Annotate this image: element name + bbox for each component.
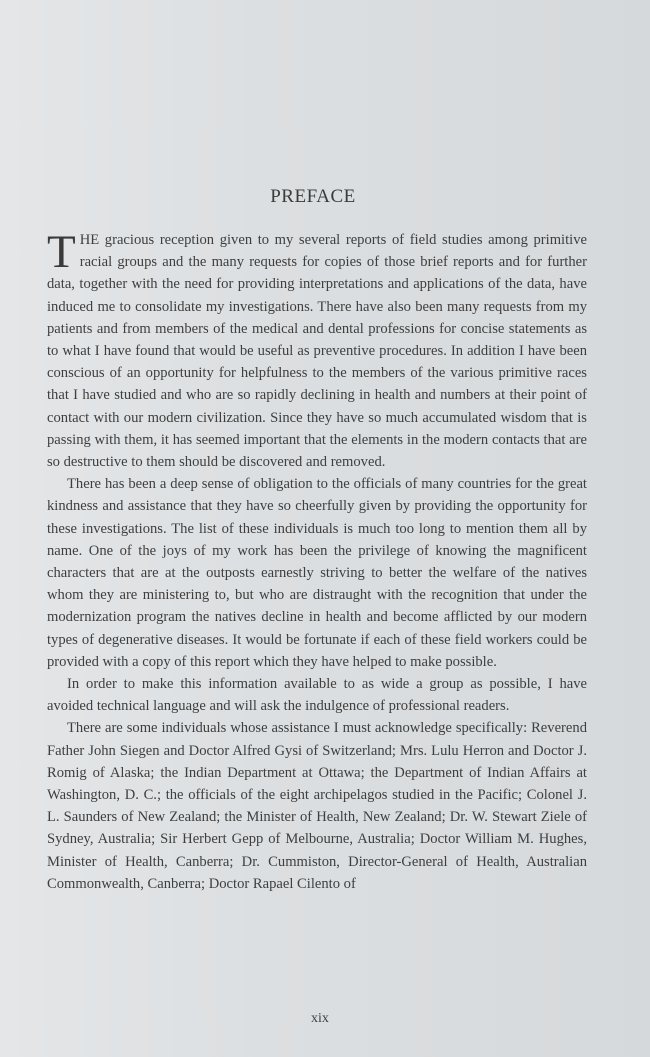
paragraph-3: In order to make this information available to as wide a group as possible, I have avoided technical language and will ask the indulgence of professional readers. (47, 676, 587, 715)
paragraph-4: There are some individuals whose assistance I must acknowledge specifically: Reverend Father John Siegen and Doctor Alfred Gysi of Switzerland; Mrs. Lulu Herron and Doctor J. Romig of Alaska; the Indian Department at Ottawa; the Department of Indian Affairs at Washington, D. C.; the officials of the eight archipelagos studied in the Pacific; Colonel J. L. Saunders of New Zealand; the Minister of Health, New Zealand; Dr. W. Stewart Ziele of Sydney, Australia; Sir Herbert Gepp of Melbourne, Australia; Doctor William M. Hughes, Minister of Health, Canberra; Dr. Cummiston, Director-General of Health, Australian Commonwealth, Canberra; Doctor Rapael Cilento of (47, 720, 587, 892)
paragraph-1-text: gracious reception given to my several reports of field studies among primitive racial groups and the many requests for copies of those brief reports and for further data, together with the need for providing interpretations and applications of the data, have induced me to consolidate my investigations. There have also been many requests from my patients and from members of the medical and dental professions for concise statements as to what I have found that would be useful as preventive procedures. In addition I have been conscious of an opportunity for helpfulness to the members of the various primitive races that I have studied and who are so rapidly declining in health and numbers at their point of contact with our modern civilization. Since they have so much accumulated wisdom that is passing with them, it has seemed important that the elements in the modern contacts that are so destructive to them should be discovered and removed. (47, 232, 587, 471)
drop-cap: T (47, 226, 76, 278)
page-number: xix (311, 1011, 329, 1026)
paragraph-2: There has been a deep sense of obligation to the officials of many countries for the great kindness and assistance that they have so cheerfully given by providing the opportunity for these investigations. The list of these individuals is much too long to mention them all by name. One of the joys of my work has been the privilege of knowing the magnificent characters that are at the outposts earnestly striving to better the welfare of the natives whom they are ministering to, but who are distraught with the recognition that under the modernization program the natives decline in health and become afflicted by our modern types of degenerative diseases. It would be fortunate if each of these field workers could be provided with a copy of this report which they have helped to make possible. (47, 476, 587, 670)
preface-body (47, 226, 587, 895)
first-word-small-caps: HE (79, 232, 100, 248)
page-title: PREFACE (270, 186, 356, 207)
paragraph-1 (47, 226, 587, 473)
